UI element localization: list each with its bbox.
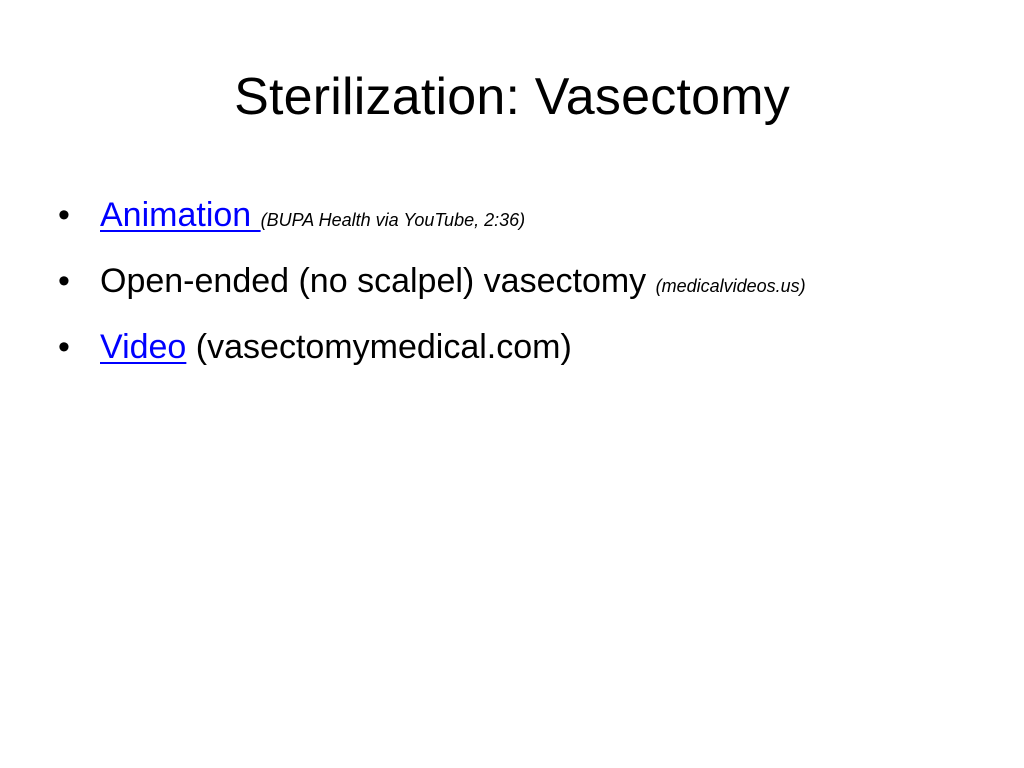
bullet-list [58, 186, 998, 384]
video-link[interactable]: Video [100, 328, 187, 366]
bullet-icon: • [58, 196, 70, 234]
bullet-item-video [58, 318, 998, 384]
animation-link[interactable]: Animation [100, 196, 261, 234]
open-ended-source-note: (medicalvideos.us) [655, 276, 806, 296]
video-source-text: (vasectomymedical.com) [186, 328, 572, 366]
open-ended-text: Open-ended (no scalpel) vasectomy [100, 262, 656, 300]
bullet-icon: • [58, 262, 70, 300]
bullet-item-animation [58, 186, 998, 252]
animation-source-note: (BUPA Health via YouTube, 2:36) [260, 210, 526, 230]
bullet-icon: • [58, 328, 70, 366]
slide-title: Sterilization: Vasectomy [234, 68, 790, 126]
bullet-item-open-ended [58, 252, 998, 318]
